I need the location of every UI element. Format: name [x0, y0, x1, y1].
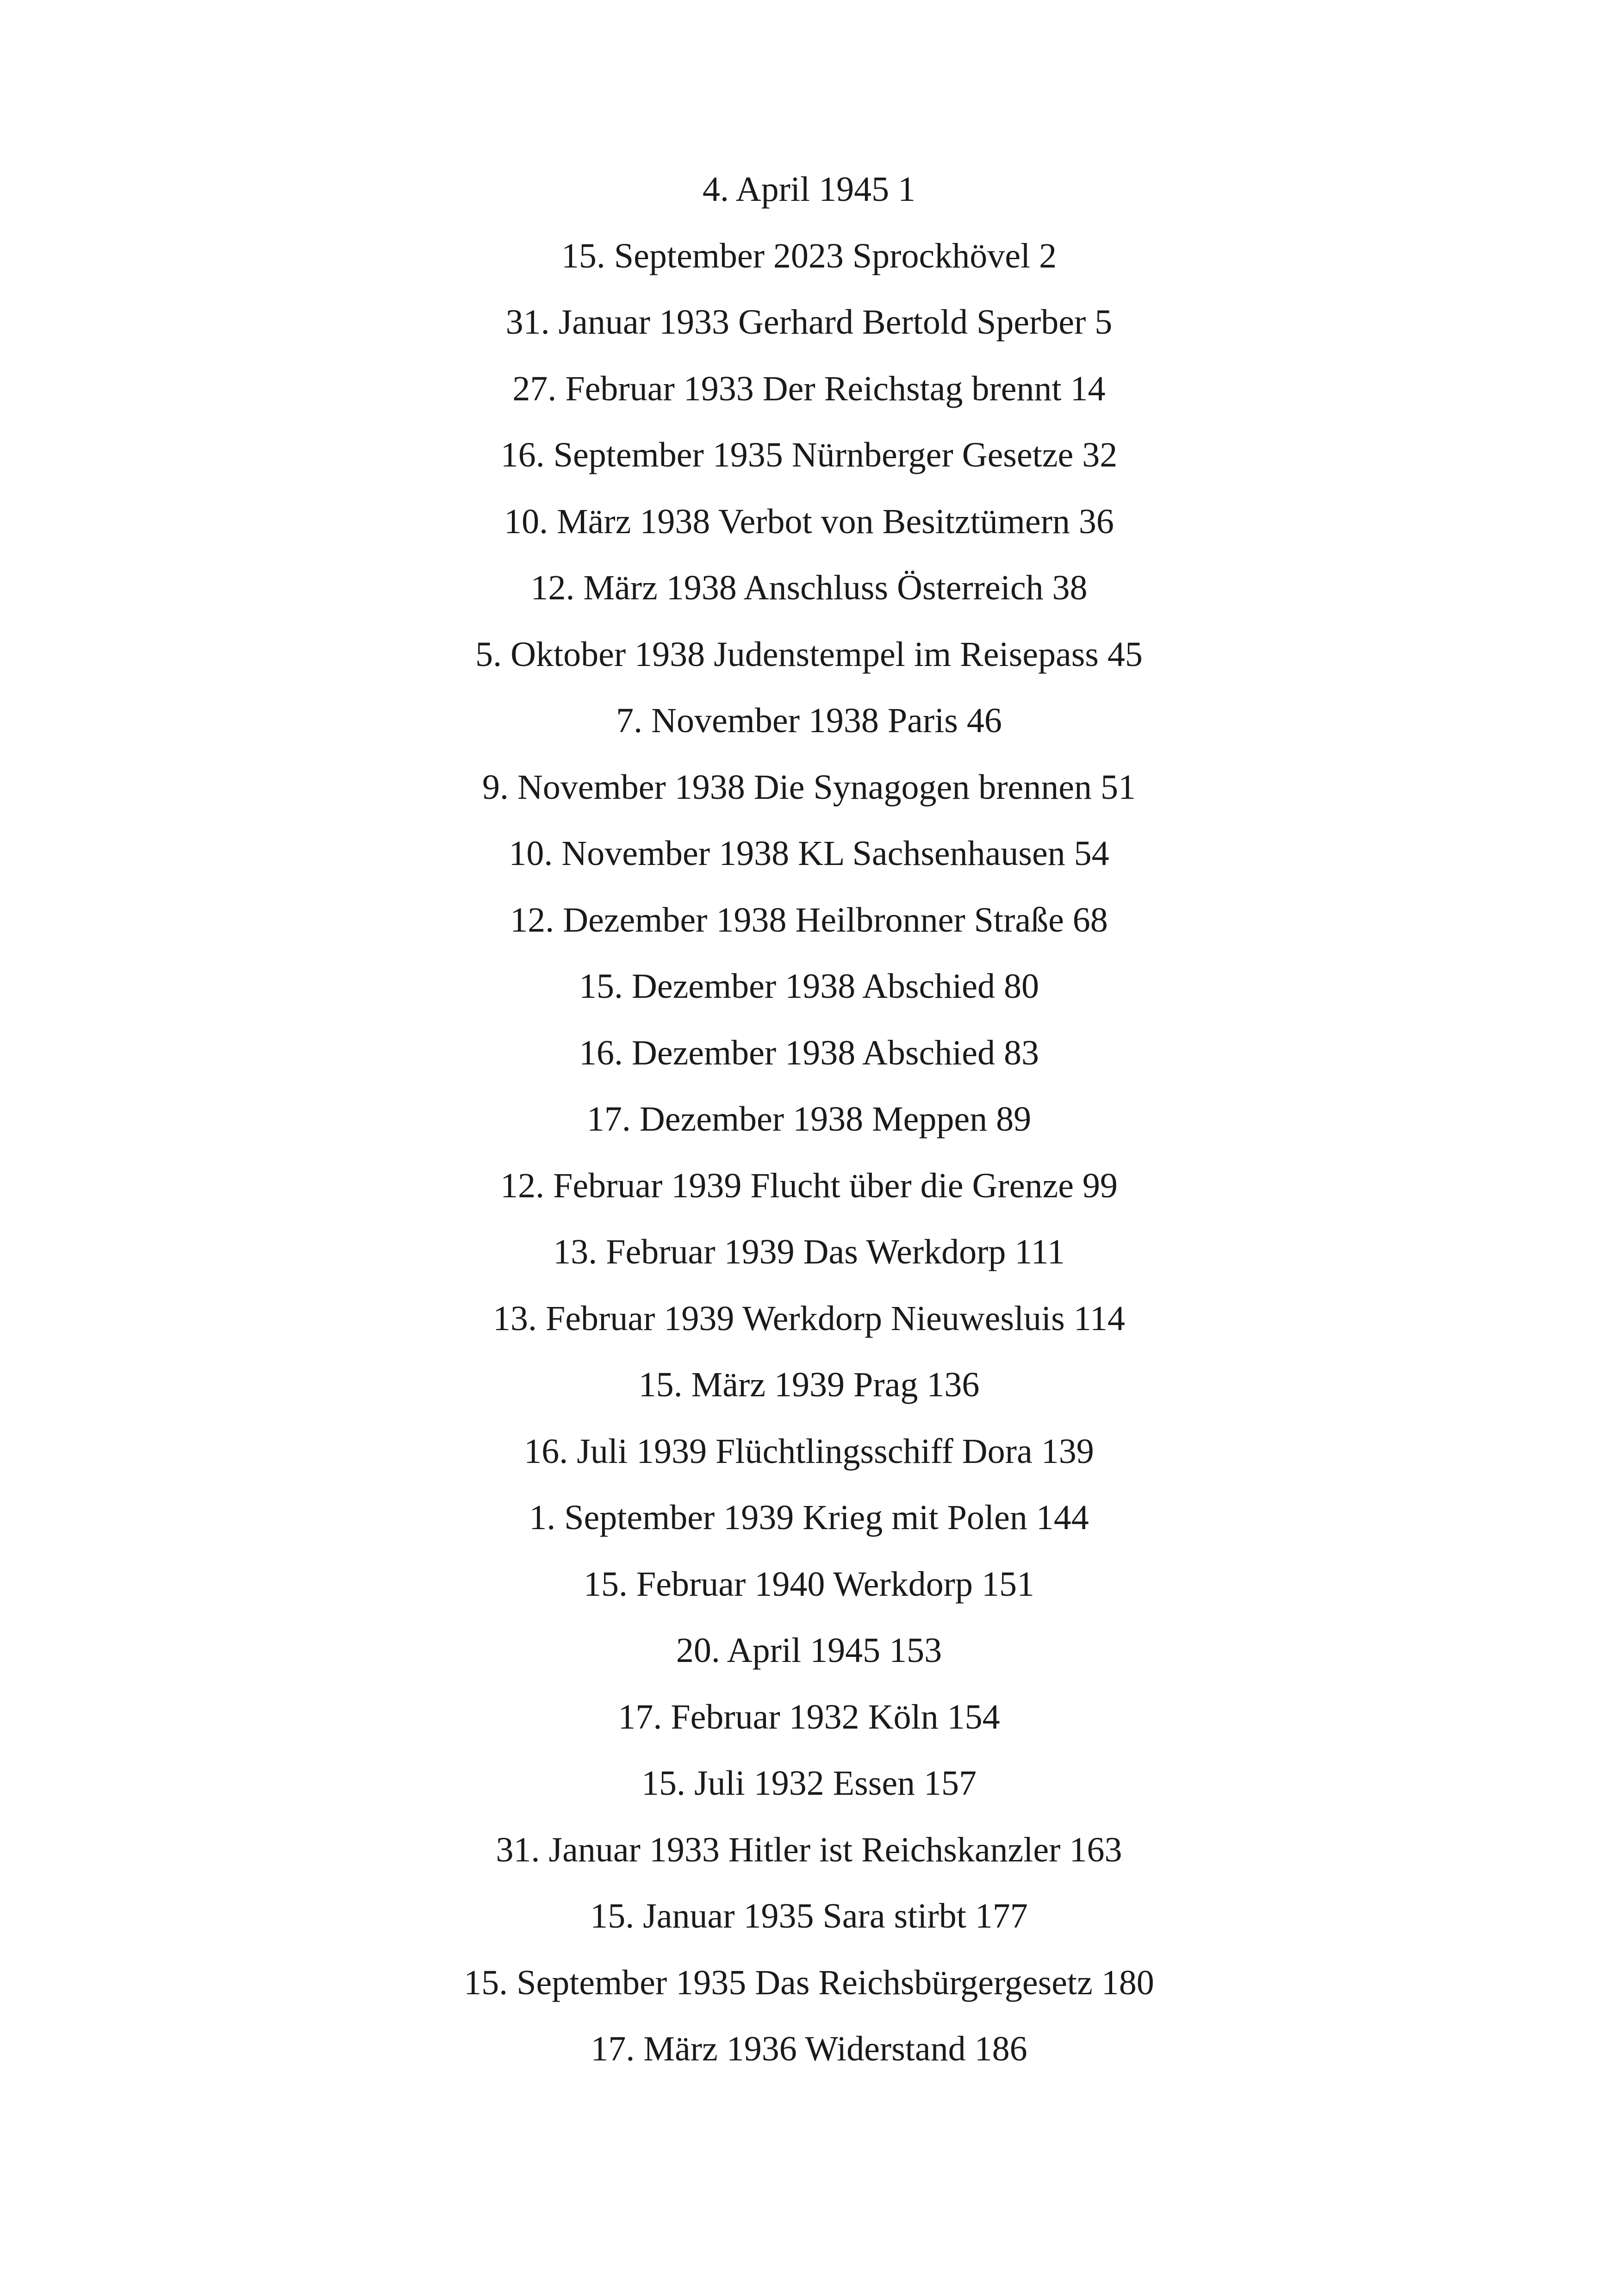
- toc-entry: [0, 356, 1618, 423]
- toc-entry-text: 12. März 1938 Anschluss Österreich 38: [530, 568, 1088, 607]
- toc-entry-text: 16. Juli 1939 Flüchtlingsschiff Dora 139: [524, 1431, 1094, 1471]
- toc-entry-text: 15. September 2023 Sprockhövel 2: [561, 236, 1057, 275]
- toc-entry: [0, 1684, 1618, 1751]
- toc-entry-text: 17. März 1936 Widerstand 186: [591, 2029, 1027, 2068]
- toc-entry-text: 10. November 1938 KL Sachsenhausen 54: [509, 834, 1109, 873]
- toc-entry-text: 27. Februar 1933 Der Reichstag brennt 14: [512, 369, 1106, 408]
- toc-entry-text: 13. Februar 1939 Das Werkdorp 111: [553, 1232, 1065, 1271]
- toc-entry: [0, 953, 1618, 1020]
- toc-entry-text: 4. April 1945 1: [702, 170, 916, 209]
- toc-entry-text: 15. Januar 1935 Sara stirbt 177: [590, 1897, 1028, 1935]
- table-of-contents: [0, 156, 1618, 2083]
- toc-entry: [0, 688, 1618, 754]
- toc-entry: [0, 422, 1618, 489]
- toc-entry: [0, 223, 1618, 290]
- toc-entry: [0, 1153, 1618, 1220]
- toc-entry-text: 12. Dezember 1938 Heilbronner Straße 68: [510, 900, 1108, 940]
- toc-entry-text: 15. März 1939 Prag 136: [638, 1365, 980, 1404]
- toc-entry-text: 10. März 1938 Verbot von Besitztümern 36: [504, 502, 1114, 541]
- toc-entry: [0, 489, 1618, 555]
- toc-entry-text: 15. Dezember 1938 Abschied 80: [579, 967, 1039, 1006]
- toc-entry-text: 16. September 1935 Nürnberger Gesetze 32: [500, 436, 1118, 474]
- toc-entry: [0, 1750, 1618, 1817]
- toc-entry: [0, 1286, 1618, 1352]
- toc-entry-text: 31. Januar 1933 Gerhard Bertold Sperber 5: [505, 303, 1113, 342]
- toc-entry-text: 12. Februar 1939 Flucht über die Grenze 99: [500, 1166, 1118, 1205]
- toc-entry: [0, 1817, 1618, 1884]
- toc-entry: [0, 2016, 1618, 2083]
- toc-entry: [0, 555, 1618, 622]
- toc-entry-text: 16. Dezember 1938 Abschied 83: [579, 1033, 1039, 1072]
- toc-entry: [0, 156, 1618, 223]
- toc-entry: [0, 1551, 1618, 1618]
- toc-entry: [0, 289, 1618, 356]
- toc-entry: [0, 1618, 1618, 1684]
- toc-entry: [0, 622, 1618, 688]
- toc-entry-text: 20. April 1945 153: [676, 1631, 942, 1670]
- toc-entry: [0, 821, 1618, 887]
- toc-entry-text: 31. Januar 1933 Hitler ist Reichskanzler 163: [496, 1830, 1122, 1869]
- toc-entry-text: 9. November 1938 Die Synagogen brennen 51: [482, 767, 1136, 807]
- toc-entry-text: 13. Februar 1939 Werkdorp Nieuwesluis 114: [493, 1299, 1125, 1338]
- toc-entry-text: 17. Februar 1932 Köln 154: [618, 1697, 1000, 1736]
- toc-entry: [0, 754, 1618, 821]
- toc-entry: [0, 1020, 1618, 1087]
- toc-entry-text: 15. Februar 1940 Werkdorp 151: [584, 1564, 1034, 1604]
- toc-entry: [0, 1419, 1618, 1485]
- toc-entry: [0, 1086, 1618, 1153]
- toc-entry: [0, 1883, 1618, 1950]
- toc-entry-text: 15. September 1935 Das Reichsbürgergesetz 180: [464, 1963, 1154, 2002]
- toc-entry-text: 7. November 1938 Paris 46: [616, 701, 1002, 740]
- toc-entry: [0, 1352, 1618, 1419]
- toc-entry-text: 17. Dezember 1938 Meppen 89: [586, 1100, 1032, 1139]
- toc-entry-text: 15. Juli 1932 Essen 157: [641, 1764, 977, 1803]
- toc-entry-text: 1. September 1939 Krieg mit Polen 144: [529, 1498, 1089, 1537]
- toc-entry: [0, 1950, 1618, 2016]
- toc-entry-text: 5. Oktober 1938 Judenstempel im Reisepass 45: [475, 635, 1143, 674]
- toc-entry: [0, 1219, 1618, 1286]
- toc-entry: [0, 1485, 1618, 1551]
- toc-entry: [0, 887, 1618, 954]
